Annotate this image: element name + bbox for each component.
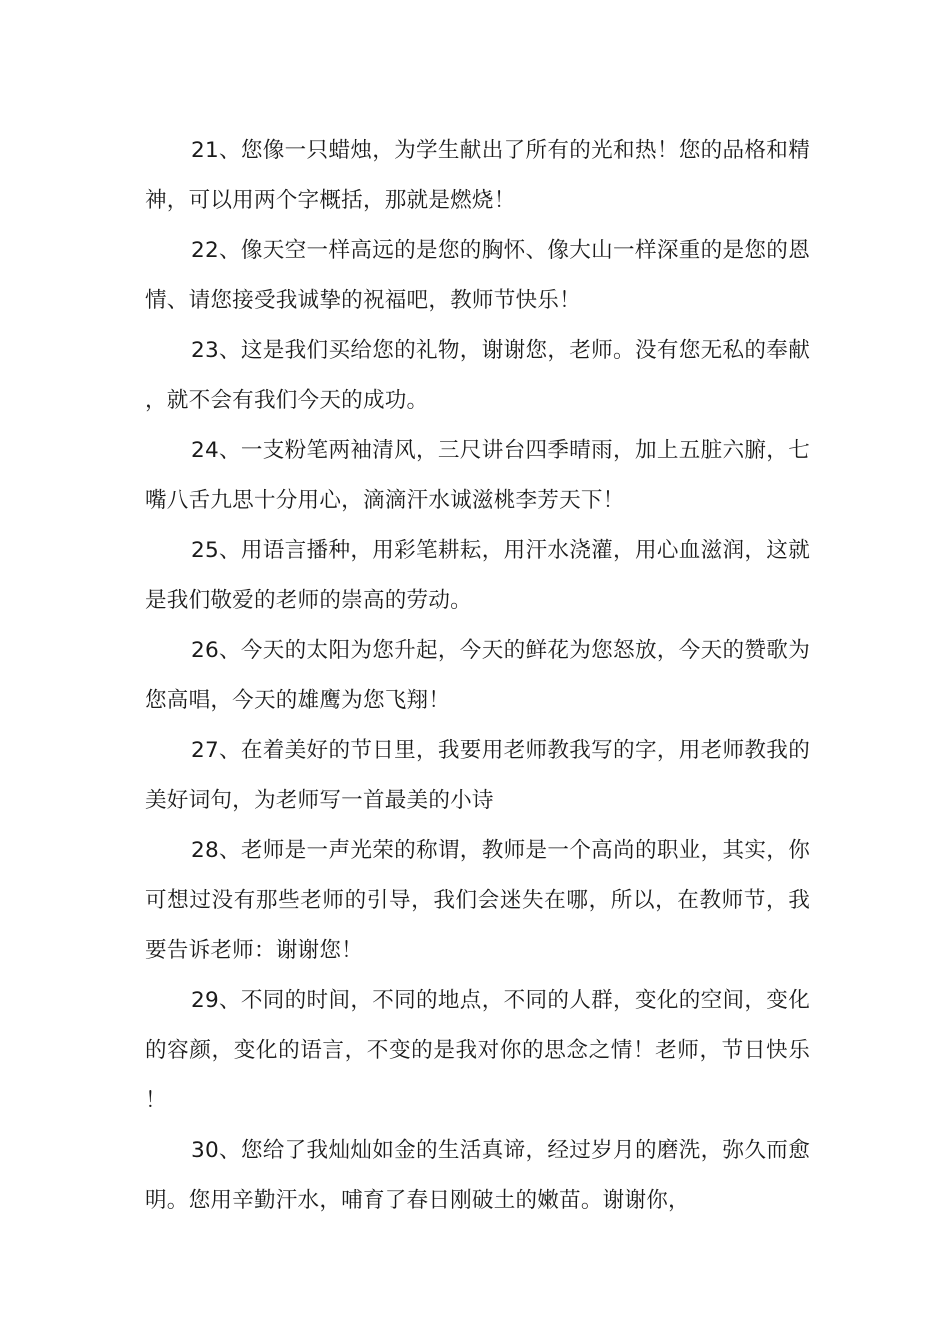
paragraph-26: 26、今天的太阳为您升起，今天的鲜花为您怒放，今天的赞歌为您高唱，今天的雄鹰为您飞翔！: [145, 638, 810, 713]
paragraph-30: 30、您给了我灿灿如金的生活真谛，经过岁月的磨洗，弥久而愈明。您用辛勤汗水，哺育了春日刚破土的嫩苗。谢谢你，: [145, 1138, 810, 1213]
paragraph-28: 28、老师是一声光荣的称谓，教师是一个高尚的职业，其实，你可想过没有那些老师的引导，我们会迷失在哪，所以，在教师节，我要告诉老师：谢谢您！: [145, 838, 810, 963]
paragraph-22: 22、像天空一样高远的是您的胸怀、像大山一样深重的是您的恩情、请您接受我诚挚的祝福吧，教师节快乐！: [145, 238, 810, 313]
document-body: [145, 126, 810, 1226]
paragraph-24: 24、一支粉笔两袖清风，三尺讲台四季晴雨，加上五脏六腑，七嘴八舌九思十分用心，滴滴汗水诚滋桃李芳天下！: [145, 438, 810, 513]
paragraph-25: 25、用语言播种，用彩笔耕耘，用汗水浇灌，用心血滋润，这就是我们敬爱的老师的崇高的劳动。: [145, 538, 810, 613]
paragraph-29: 29、不同的时间，不同的地点，不同的人群，变化的空间，变化的容颜，变化的语言，不变的是我对你的思念之情！老师，节日快乐！: [145, 988, 810, 1113]
paragraph-21: 21、您像一只蜡烛，为学生献出了所有的光和热！您的品格和精神，可以用两个字概括，那就是燃烧！: [145, 138, 810, 213]
paragraph-23: 23、这是我们买给您的礼物，谢谢您，老师。没有您无私的奉献，就不会有我们今天的成功。: [145, 338, 810, 413]
paragraph-27: 27、在着美好的节日里，我要用老师教我写的字，用老师教我的美好词句，为老师写一首最美的小诗: [145, 738, 810, 813]
